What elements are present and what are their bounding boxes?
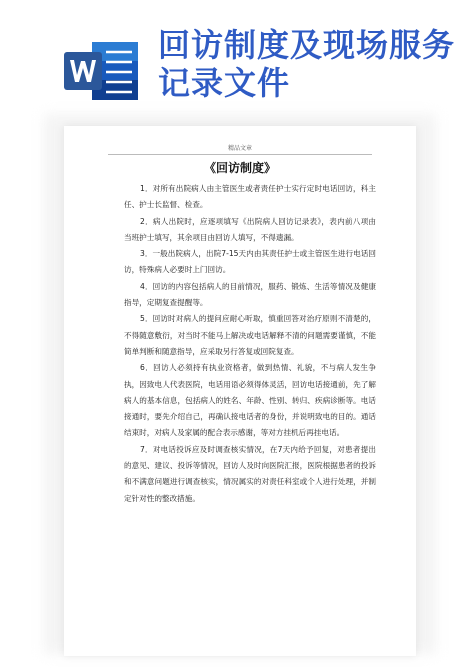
- banner-title: 回访制度及现场服务记录文件: [158, 26, 456, 102]
- header-divider: [108, 154, 372, 155]
- paragraph-2: 2．病人出院时，应逐项填写《出院病人回访记录表》，表内前八项由当班护士填写，其余项目由回访人填写，不得遗漏。: [124, 216, 376, 242]
- document-body: [124, 181, 376, 507]
- paragraph-1: 1．对所有出院病人由主管医生或者责任护士实行定时电话回访，科主任、护士长监督、检查。: [124, 184, 376, 210]
- word-icon: [62, 40, 140, 102]
- paragraph-5: 5．回访时对病人的提问应耐心听取，慎重回答对治疗原则不清楚的，不得随意敷衍，对当时不能马上解决或电话解释不清的问题需要谨慎，不能简单判断和随意指导，应采取另行答复或回院复查。: [124, 314, 376, 356]
- document-title: 《回访制度》: [203, 161, 276, 175]
- paragraph-6: 6．回访人必须持有执业资格者，做到热情、礼貌，不与病人发生争执，因致电人代表医院，电话用语必须得体灵活，回访电话接通前，先了解病人的基本信息，包括病人的姓名、年龄、性别、转归、疾病诊断等。电话接通时，要先介绍自己，再确认接电话者的身份，并说明致电的目的。通话结束时，对病人及家属的配合表示感谢，等对方挂机后再挂电话。: [124, 363, 376, 438]
- paragraph-3: 3．一般出院病人，出院7-15天内由其责任护士或主管医生进行电话回访，特殊病人必要时上门回访。: [124, 249, 376, 275]
- document-page: [64, 126, 416, 656]
- paragraph-4: 4．回访的内容包括病人的目前情况，服药、锻炼、生活等情况及健康指导，定期复查提醒等。: [124, 281, 376, 308]
- paragraph-7: 7．对电话投诉应及时调查核实情况，在7天内给予回复，对患者提出的意见、建议、投诉等情况，回访人及时向医院汇报，医院根据患者的投诉和不满意问题进行调查核实，情况属实的对责任科室或个人进行处理，并制定针对性的整改措施。: [124, 444, 376, 503]
- header-banner: [0, 0, 474, 125]
- page-header-label: 精品文章: [227, 145, 252, 152]
